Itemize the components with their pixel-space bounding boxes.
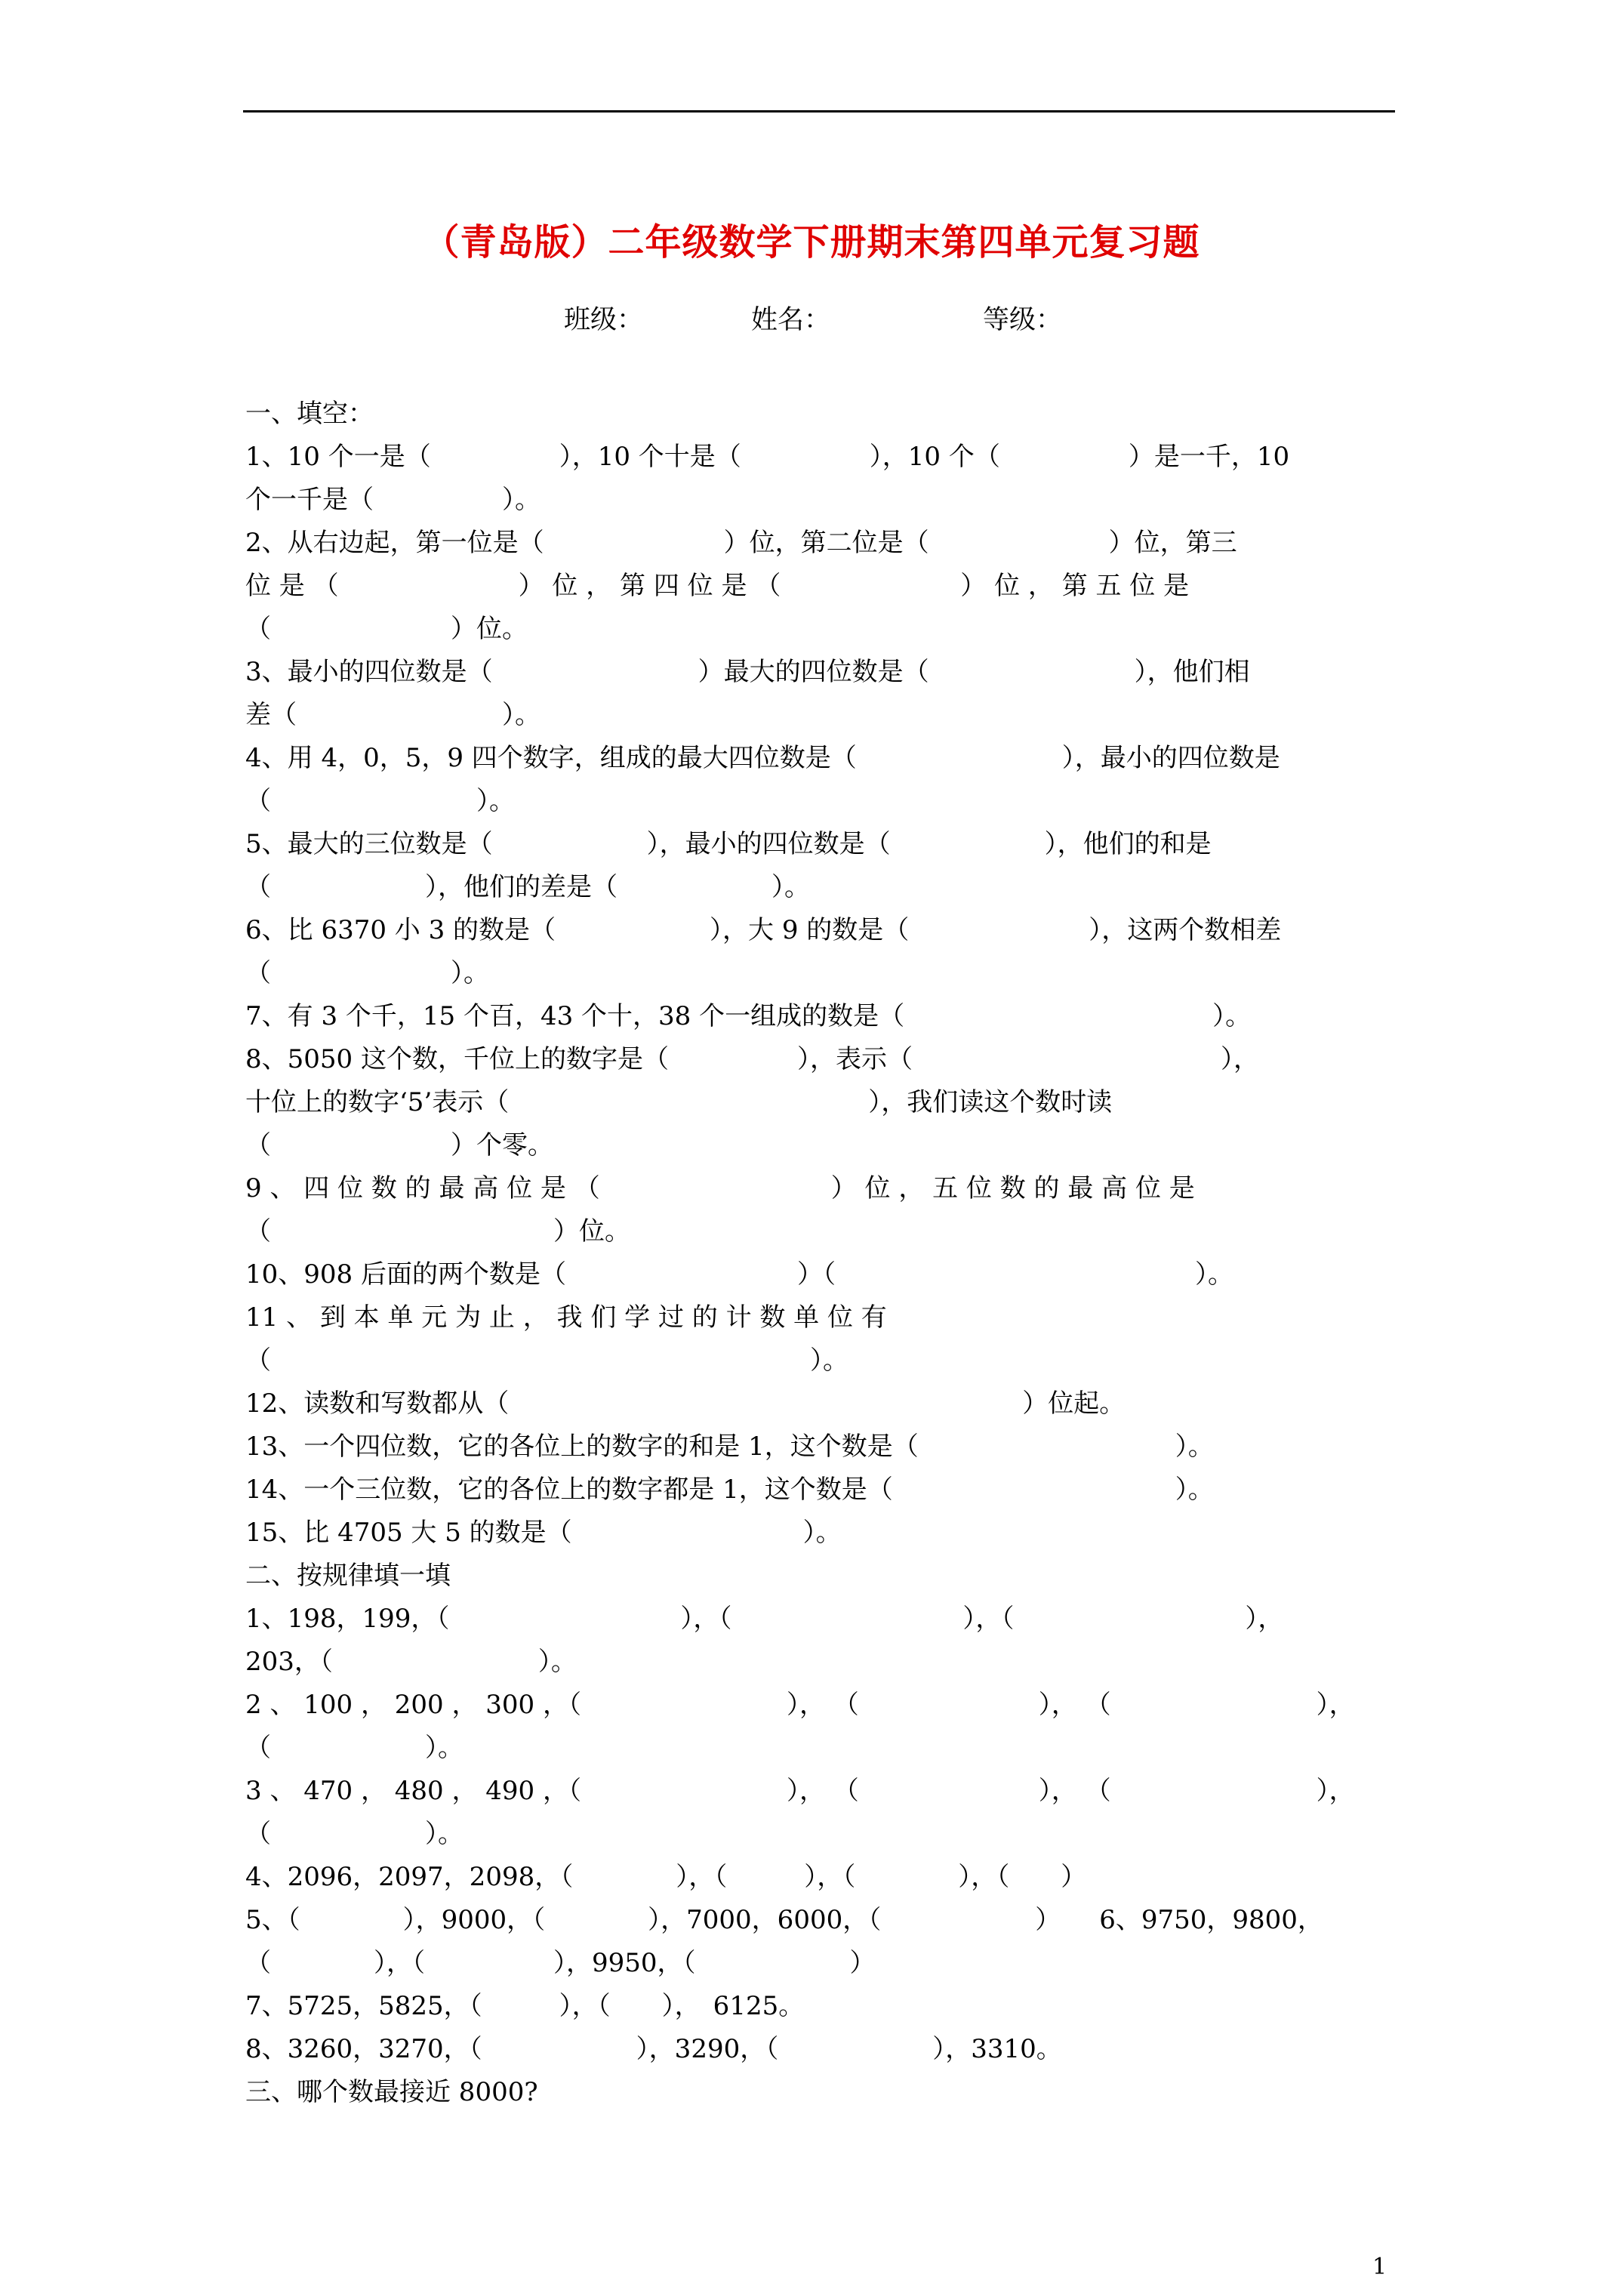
- section-heading: 三、哪个数最接近 8000?: [245, 2077, 538, 2107]
- question-line: 5、（ ），9000，（ ），7000，6000，（ ） 6、9750，9800，: [245, 1905, 1323, 1935]
- question-line: 4、用 4，0，5，9 四个数字，组成的最大四位数是（ ），最小的四位数是: [245, 743, 1280, 773]
- question-line: 13、一个四位数，它的各位上的数字的和是 1，这个数是（ ）。: [245, 1432, 1214, 1462]
- question-line: （ ）。: [245, 1345, 848, 1376]
- question-line: （ ），（ ），9950，（ ）: [245, 1948, 876, 1978]
- question-line: （ ）。: [245, 786, 515, 816]
- class-label: 班级：: [564, 305, 644, 335]
- worksheet-body: [245, 393, 1393, 2114]
- header-rule: [243, 110, 1395, 112]
- question-line: （ ）。: [245, 958, 489, 988]
- question-line: 1、10 个一是（ ），10 个十是（ ），10 个（ ）是一千，10: [245, 442, 1290, 472]
- page-title: （青岛版）二年级数学下册期末第四单元复习题: [423, 221, 1200, 264]
- question-line: 3、最小的四位数是（ ）最大的四位数是（ ），他们相: [245, 657, 1250, 687]
- question-line: 2 、 100 ， 200 ， 300 ，（ ）， （ ）， （ ），: [245, 1690, 1355, 1720]
- question-line: 差（ ）。: [245, 700, 540, 730]
- question-line: 8、5050 这个数，千位上的数字是（ ），表示（ ），: [245, 1044, 1259, 1074]
- question-line: 15、比 4705 大 5 的数是（ ）。: [245, 1518, 842, 1548]
- question-line: 9 、 四 位 数 的 最 高 位 是 （ ） 位 ， 五 位 数 的 最 高 位 是: [245, 1173, 1195, 1203]
- question-line: 位 是 （ ） 位 ， 第 四 位 是 （ ） 位 ， 第 五 位 是: [245, 571, 1190, 601]
- section-heading: 一、填空：: [245, 399, 374, 429]
- question-line: 2、从右边起，第一位是（ ）位，第二位是（ ）位，第三: [245, 528, 1237, 558]
- question-line: （ ）位。: [245, 614, 528, 644]
- question-line: （ ）。: [245, 1733, 463, 1763]
- question-line: （ ）。: [245, 1819, 463, 1849]
- question-line: 7、有 3 个千，15 个百，43 个十，38 个一组成的数是（ ）。: [245, 1001, 1252, 1031]
- question-line: 5、最大的三位数是（ ），最小的四位数是（ ），他们的和是: [245, 829, 1212, 859]
- question-line: （ ）个零。: [245, 1130, 553, 1160]
- grade-label: 等级：: [983, 305, 1063, 335]
- page-number: 1: [1372, 2254, 1387, 2280]
- question-line: 3 、 470 ， 480 ， 490 ，（ ）， （ ）， （ ），: [245, 1776, 1355, 1806]
- question-line: 4、2096，2097，2098，（ ），（ ），（ ），（ ）: [245, 1862, 1087, 1892]
- question-line: 203，（ ）。: [245, 1647, 577, 1677]
- question-line: 14、一个三位数，它的各位上的数字都是 1，这个数是（ ）。: [245, 1475, 1214, 1505]
- question-line: 十位上的数字‘5’表示（ ），我们读这个数时读: [245, 1087, 1113, 1117]
- section-heading: 二、按规律填一填: [245, 1561, 451, 1591]
- question-line: 8、3260，3270，（ ），3290，（ ），3310。: [245, 2034, 1062, 2064]
- question-line: 7、5725，5825，（ ），（ ）， 6125。: [245, 1991, 805, 2021]
- question-line: 1、198，199，（ ），（ ），（ ），: [245, 1604, 1284, 1634]
- question-line: 10、908 后面的两个数是（ ）（ ）。: [245, 1259, 1233, 1290]
- question-line: 6、比 6370 小 3 的数是（ ），大 9 的数是（ ），这两个数相差: [245, 915, 1282, 945]
- question-line: 12、读数和写数都从（ ）位起。: [245, 1388, 1126, 1419]
- name-label: 姓名：: [751, 305, 831, 335]
- question-line: （ ）位。: [245, 1216, 630, 1247]
- question-line: 个一千是（ ）。: [245, 485, 540, 515]
- question-line: 11 、 到 本 单 元 为 止 ， 我 们 学 过 的 计 数 单 位 有: [245, 1302, 887, 1333]
- question-line: （ ），他们的差是（ ）。: [245, 872, 810, 902]
